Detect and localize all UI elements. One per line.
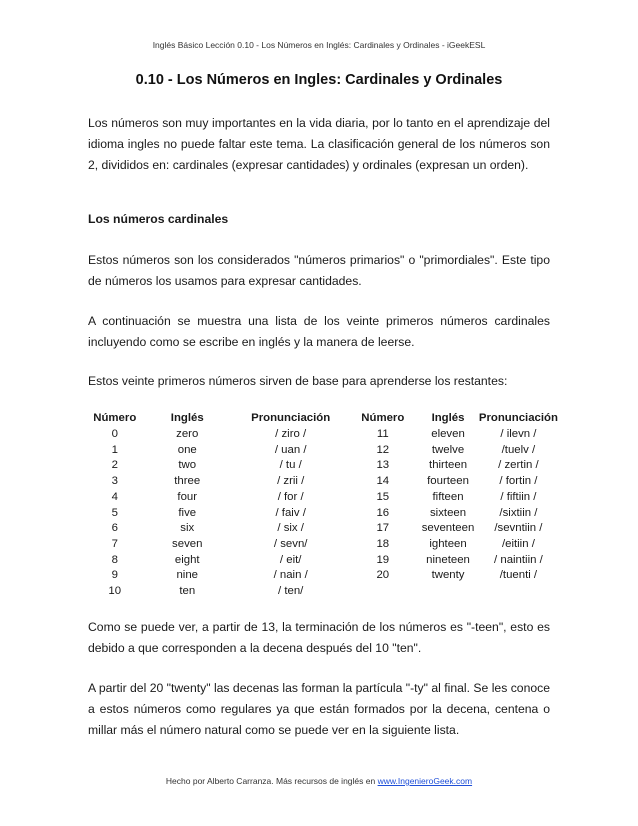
intro-paragraph: Los números son muy importantes en la vida diaria, por lo tanto en el aprendizaje del idioma ingles no puede faltar este tema. La clasificación general de los números son 2, divididos en: cardinales (expresar cantidades) y ordinales (expresan un orden). <box>88 116 550 172</box>
table-row <box>88 537 558 553</box>
table-cell: 10 <box>108 585 122 598</box>
table-row <box>88 553 558 569</box>
table-cell: 12 <box>376 443 390 456</box>
table-cell: 2 <box>111 459 118 472</box>
numbers-table <box>88 409 558 600</box>
table-row <box>88 506 558 522</box>
page-title: 0.10 - Los Números en Ingles: Cardinales y Ordinales <box>135 72 503 88</box>
table-cell <box>479 584 558 600</box>
table-cell: fifteen <box>432 490 464 503</box>
table-cell: / naintiin / <box>494 553 543 566</box>
table-cell: eleven <box>431 428 465 440</box>
table-cell: 3 <box>111 475 118 488</box>
table-cell: 1 <box>111 443 118 456</box>
table-cell: 4 <box>111 490 118 503</box>
table-cell: / six / <box>277 522 304 535</box>
table-cell: /sixtiin / <box>499 506 538 519</box>
table-row <box>88 521 558 537</box>
table-cell: 6 <box>111 522 118 535</box>
table-cell: twenty <box>431 569 465 582</box>
table-body <box>88 427 558 600</box>
table-cell: /sevntiin / <box>494 522 543 535</box>
section-heading-cardinales: Los números cardinales <box>88 212 229 226</box>
column-header: Número <box>361 412 405 424</box>
column-header: Inglés <box>431 412 465 424</box>
table-cell: /tuenti / <box>499 569 538 582</box>
table-cell: / eit/ <box>279 553 302 566</box>
table-cell: seventeen <box>421 522 475 535</box>
table-row <box>88 427 558 443</box>
table-cell: 8 <box>111 553 118 566</box>
table-cell: thirteen <box>429 459 468 472</box>
table-cell: ten <box>179 585 196 598</box>
list-intro-paragraph: A continuación se muestra una lista de los veinte primeros números cardinales incluyendo como se escribe en inglés y la manera de leerse. <box>88 314 550 349</box>
table-cell: 13 <box>376 459 390 472</box>
table-cell: 11 <box>376 428 389 440</box>
table-cell: / nain / <box>273 569 308 582</box>
table-cell: / faiv / <box>275 506 306 519</box>
table-cell: zero <box>176 428 199 440</box>
teen-paragraph: Como se puede ver, a partir de 13, la terminación de los números es "-teen", esto es debido a que corresponden a la decena después del 10 "ten". <box>88 620 550 655</box>
table-header-row <box>88 409 558 427</box>
table-cell: /eitiin / <box>501 537 535 550</box>
table-cell: / ziro / <box>275 428 307 440</box>
table-row <box>88 443 558 459</box>
table-cell: / ilevn / <box>500 428 537 440</box>
table-cell: / tu / <box>279 459 302 472</box>
table-cell: / sevn/ <box>273 537 308 550</box>
table-cell: 5 <box>111 506 118 519</box>
table-cell: twelve <box>431 443 465 456</box>
table-cell: six <box>180 522 195 535</box>
column-header: Pronunciación <box>478 412 558 424</box>
table-row <box>88 458 558 474</box>
table-cell: seven <box>172 537 203 550</box>
table-row <box>88 584 558 600</box>
column-header: Número <box>93 412 137 424</box>
table-cell: fourteen <box>427 475 469 488</box>
running-header: Inglés Básico Lección 0.10 - Los Números en Inglés: Cardinales y Ordinales - iGeekESL <box>152 40 486 50</box>
column-header: Inglés <box>170 412 204 424</box>
table-cell: 0 <box>111 428 118 440</box>
table-cell: / fiftiin / <box>500 490 537 503</box>
table-cell: /tuelv / <box>501 443 536 456</box>
table-cell: five <box>178 506 197 519</box>
running-footer <box>0 776 638 786</box>
base-paragraph: Estos veinte primeros números sirven de base para aprenderse los restantes: <box>88 374 508 388</box>
table-cell: 20 <box>376 569 390 582</box>
table-cell: / uan / <box>274 443 307 456</box>
table-cell: / fortin / <box>499 475 538 488</box>
table-row <box>88 568 558 584</box>
table-cell: / zertin / <box>498 459 539 472</box>
table-cell: two <box>178 459 197 472</box>
table-cell <box>348 584 417 600</box>
table-cell: nine <box>176 569 199 582</box>
table-row <box>88 474 558 490</box>
table-cell: eight <box>174 553 200 566</box>
column-header: Pronunciación <box>251 412 331 424</box>
table-cell: nineteen <box>426 553 470 566</box>
table-cell: 18 <box>376 537 390 550</box>
table-cell: / ten/ <box>278 585 304 598</box>
table-cell: / for / <box>277 490 304 503</box>
table-cell: 9 <box>111 569 118 582</box>
table-cell: one <box>177 443 197 456</box>
cardinal-definition-paragraph: Estos números son los considerados "números primarios" o "primordiales". Este tipo de números los usamos para expresar cantidades. <box>88 253 550 288</box>
table-cell: ighteen <box>429 537 467 550</box>
table-cell: / zrii / <box>277 475 305 488</box>
table-cell: 19 <box>376 553 390 566</box>
table-cell: four <box>177 490 198 503</box>
table-cell: 14 <box>376 475 390 488</box>
table-cell <box>417 584 479 600</box>
table-cell: 7 <box>111 537 118 550</box>
footer-text: Hecho por Alberto Carranza. Más recursos de inglés en <box>165 776 378 786</box>
table-cell: 16 <box>376 506 390 519</box>
table-row <box>88 490 558 506</box>
footer-website-link[interactable]: www.IngenieroGeek.com <box>377 776 473 786</box>
table-cell: 17 <box>376 522 390 535</box>
ty-paragraph: A partir del 20 "twenty" las decenas las forman la partícula "-ty" al final. Se les conoce a estos números como regulares ya que están formados por la decena, centena o millar más el número natural como se puede ver en la siguiente lista. <box>88 681 550 737</box>
table-cell: sixteen <box>429 506 467 519</box>
table-cell: 15 <box>376 490 390 503</box>
table-cell: three <box>174 475 201 488</box>
